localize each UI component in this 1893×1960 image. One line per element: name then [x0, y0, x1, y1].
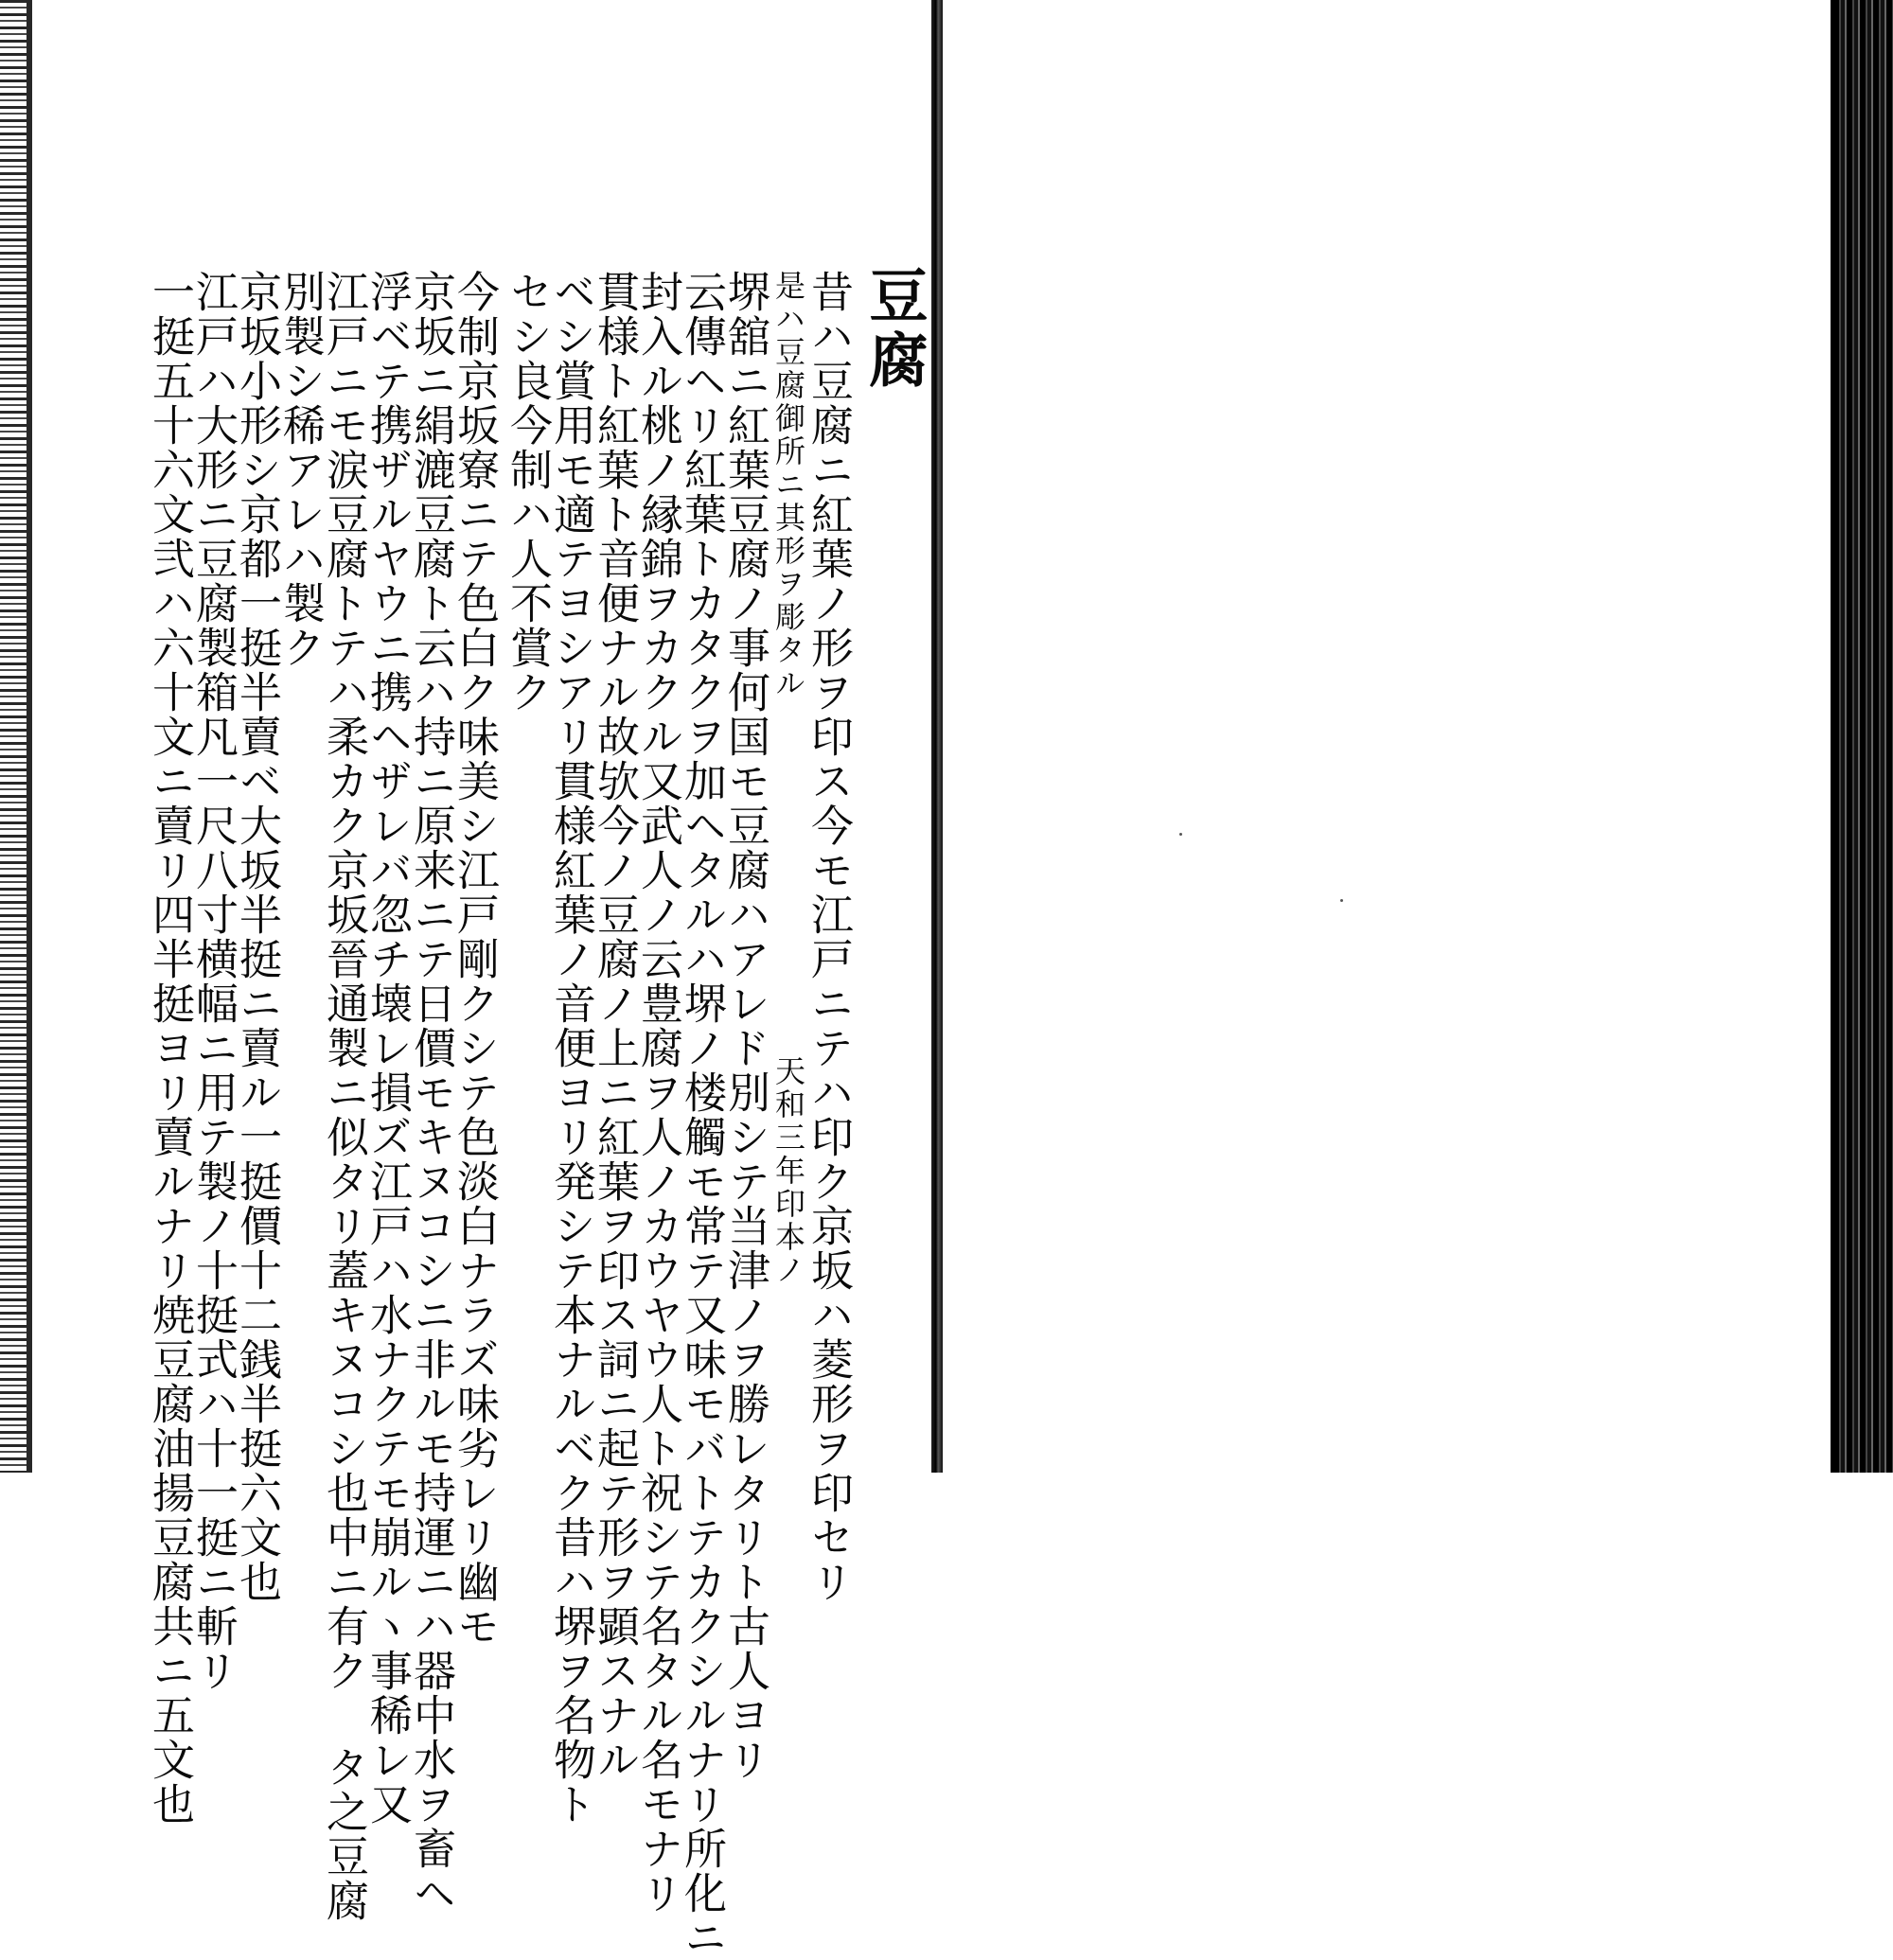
text-column: 封入ル桃ノ縁錦ヲカクル又武人ノ云豊腐ヲ人ノカウヤウ人ト祝シテ名タル名モナリ [633, 270, 683, 1916]
right-page-blank [943, 0, 1836, 1473]
text-column: 別製シ稀アレハ製ク [275, 270, 326, 670]
text-column: セシ良今制ハ人不賞ク [503, 270, 553, 715]
text-column-annotation: 天和三年印本ノ [770, 1055, 806, 1287]
text-column: 貫様ト紅葉ト音便ナル故欤今ノ豆腐ノ上ニ紅葉ヲ印ス詞ニ起テ形ヲ顕スナル [590, 270, 640, 1782]
text-column: 一挺五十六文弐ハ六十文ニ賣リ四半挺ヨリ賣ルナリ焼豆腐油揚豆腐共ニ五文也 [145, 270, 195, 1827]
center-gutter [931, 0, 943, 1473]
speck [1179, 833, 1182, 836]
text-column: 江戸ハ大形ニ豆腐製箱凡一尺八寸横幅ニ用テ製ノ十挺式ハ十一挺ニ斬リ [188, 270, 239, 1693]
left-book-edge [0, 0, 27, 1473]
text-column: 京坂ニ絹漉豆腐ト云ハ持ニ原来ニテ日價モキヌコシニ非ルモ持運ニハ器中水ヲ畜ヘ [406, 270, 456, 1916]
text-column-annotation: 是ハ豆腐御所ニ其形ヲ彫タル [770, 270, 806, 700]
text-column: 京坂小形シ京都一挺半賣ベ大坂半挺ニ賣ル一挺價十二銭半挺六文也 [232, 270, 282, 1604]
section-heading: 豆腐 [859, 265, 929, 394]
text-column: ベシ賞用モ適テヨシアリ貫様紅葉ノ音便ヨリ発シテ本ナルベク昔ハ堺ヲ名物ト [546, 270, 596, 1827]
right-book-edge [1836, 0, 1893, 1473]
text-column: 江戸ニモ涙豆腐トテハ柔カク京坂晉通製ニ似タリ蓋キヌコシ也中ニ有ク タ之豆腐 [319, 270, 369, 1923]
text-column: 堺舘ニ紅葉豆腐ノ事何国モ豆腐ハアレド別シテ当津ノヲ勝レタリト古人ヨリ [720, 270, 770, 1782]
text-column: 今制京坂寮ニテ色白ク味美シ江戸剛クシテ色淡白ナラズ味劣レリ幽モ [450, 270, 500, 1649]
speck [1340, 899, 1343, 902]
text-column: 云傳ヘリ紅葉トカタクヲ加ヘタルハ堺ノ楼觸モ常テ又味モバトテカクシルナリ所化ニ [677, 270, 727, 1960]
text-column: 浮ベテ携ザルヤウニ携ヘザレバ忽チ壊レ損ズ江戸ハ水ナクテモ崩ルヽ事稀レ又 [363, 270, 413, 1827]
handwritten-text [145, 265, 929, 1960]
text-column: 昔ハ豆腐ニ紅葉ノ形ヲ印ス今モ江戸ニテハ印ク京坂ハ菱形ヲ印セリ [804, 270, 854, 1604]
